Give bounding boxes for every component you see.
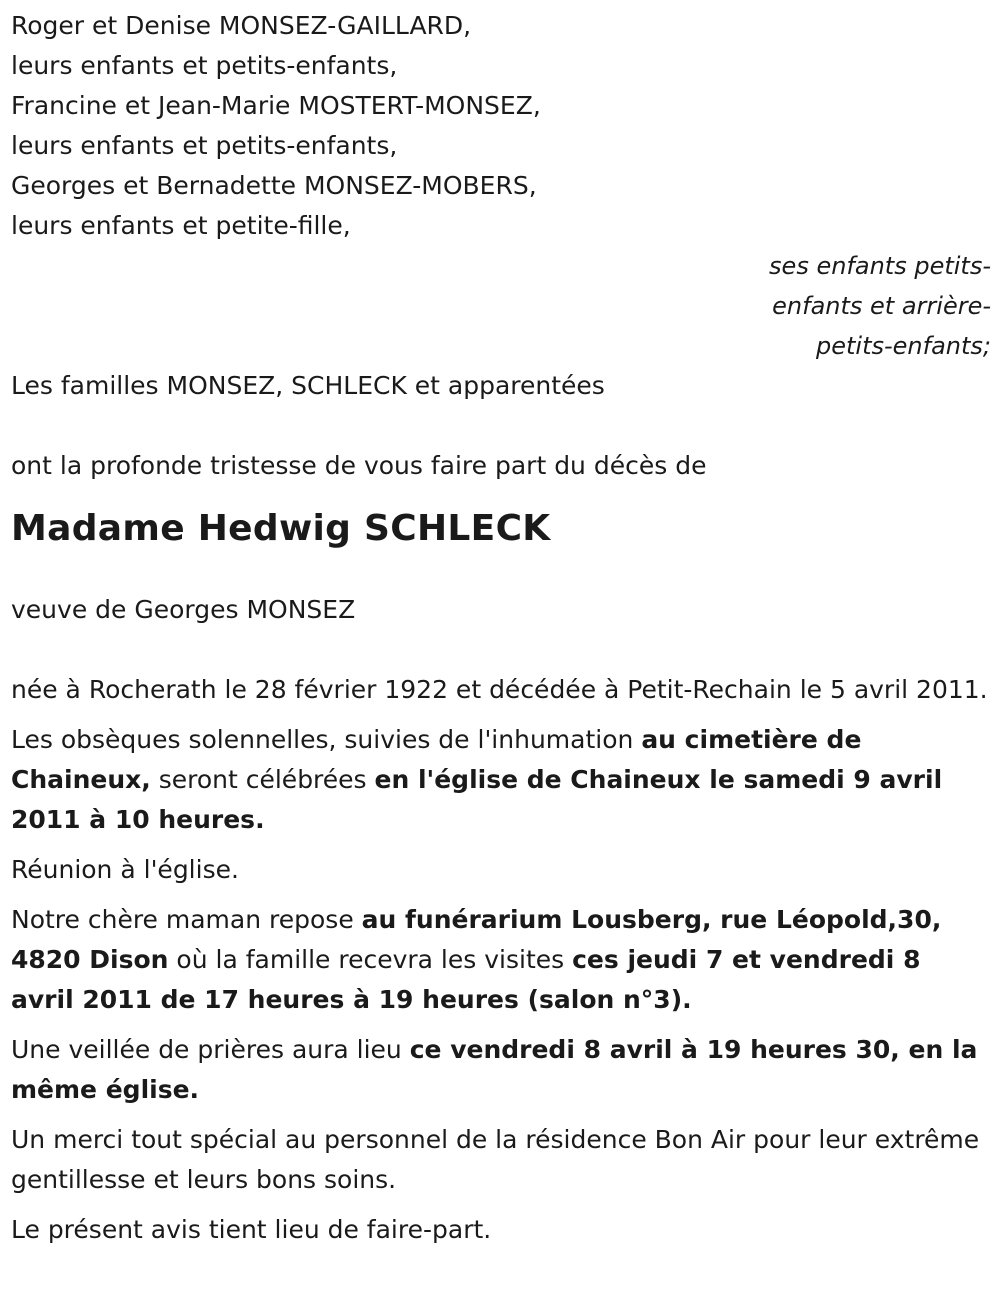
vigil-details: ce vendredi 8 avril à 19 heures 30, en la même église. [11,1035,978,1104]
funeral-cemetery: au cimetière de Chaineux, [11,725,862,794]
vigil-text-1: Une veillée de prières aura lieu [11,1035,410,1064]
italic-line-3: petits-enfants; [816,332,991,360]
thanks-text: Un merci tout spécial au personnel de la résidence Bon Air pour leur extrême gentillesse et leurs bons soins. [11,1125,980,1194]
closing-text: Le présent avis tient lieu de faire-part. [11,1215,492,1244]
family-line-6: leurs enfants et petite-fille, [11,211,351,240]
italic-line-2: enfants et arrière- [772,292,991,320]
family-line-4: leurs enfants et petits-enfants, [11,131,398,160]
family-list [11,6,991,246]
italic-line-1: ses enfants petits- [769,252,991,280]
family-line-3: Francine et Jean-Marie MOSTERT-MONSEZ, [11,91,541,120]
visit-paragraph [11,900,991,1020]
birth-death-text: née à Rocherath le 28 février 1922 et décédée à Petit-Rechain le 5 avril 2011. [11,675,988,704]
funeral-text-2: seront célébrées [150,765,375,794]
widow-of: veuve de Georges MONSEZ [11,595,356,624]
funeral-paragraph [11,720,991,840]
deceased-name: Madame Hedwig SCHLECK [11,508,551,549]
family-line-1: Roger et Denise MONSEZ-GAILLARD, [11,11,472,40]
visit-text-2: où la famille recevra les visites [168,945,573,974]
visit-text-1: Notre chère maman repose [11,905,362,934]
funeral-text-1: Les obsèques solennelles, suivies de l'inhumation [11,725,642,754]
vigil-paragraph [11,1030,991,1110]
family-line-5: Georges et Bernadette MONSEZ-MOBERS, [11,171,537,200]
announcement-text: ont la profonde tristesse de vous faire part du décès de [11,451,707,480]
descendants-italic-block [11,246,991,366]
reunion-text: Réunion à l'église. [11,855,239,884]
visit-location: au funérarium Lousberg, rue Léopold,30, 4820 Dison [11,905,942,974]
funeral-church-date: en l'église de Chaineux le samedi 9 avril 2011 à 10 heures. [11,765,943,834]
visit-dates: ces jeudi 7 et vendredi 8 avril 2011 de 17 heures à 19 heures (salon n°3). [11,945,921,1014]
family-line-2: leurs enfants et petits-enfants, [11,51,398,80]
families-line: Les familles MONSEZ, SCHLECK et apparentées [11,371,605,400]
obituary-notice [11,6,991,1260]
